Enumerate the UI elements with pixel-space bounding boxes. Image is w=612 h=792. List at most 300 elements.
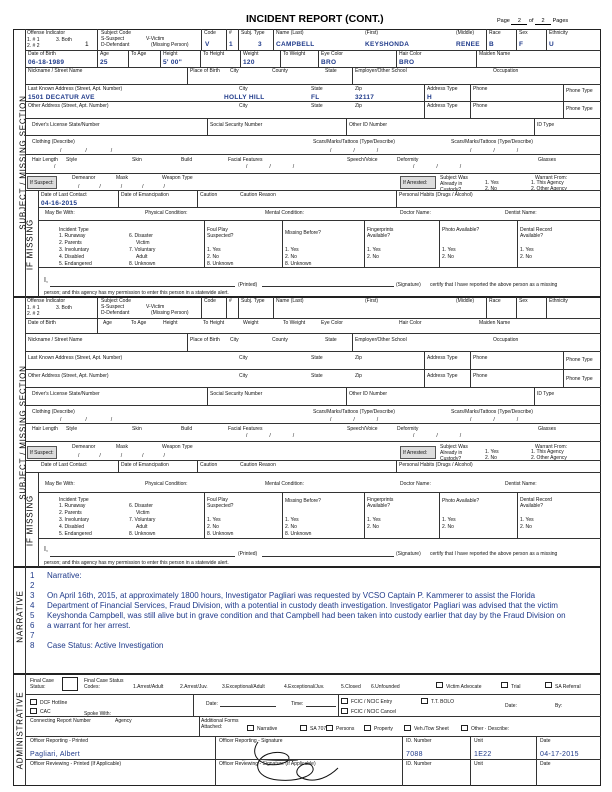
nickname-label-2: Nickname / Street Name	[28, 337, 83, 343]
hair-slashes: /	[54, 164, 68, 170]
date-emancipation-label-2: Date of Emancipation	[121, 462, 169, 468]
photo-yes-label: 1. Yes	[442, 247, 456, 253]
subject-section-label-2: SUBJECT / MISSING SECTION	[18, 365, 28, 500]
if-missing-label-2: IF MISSING	[25, 494, 35, 547]
officer-reviewing-sig-label: Officer Reviewing - Signature (If Applicable)	[219, 761, 316, 767]
may-be-with-label-2: May Be With:	[45, 481, 75, 487]
id-number-label-2: ID. Number	[406, 761, 432, 767]
fp-unk-label: 8. Unknown	[207, 261, 234, 267]
facial-features-label-2: Facial Features	[228, 426, 263, 432]
sa-referral-label: SA Referral	[555, 684, 581, 690]
s-suspect-label: S-Suspect	[101, 36, 125, 42]
fpr-yes-label-2: 1. Yes	[367, 517, 381, 523]
subject-section-label-1: SUBJECT / MISSING SECTION	[18, 95, 28, 230]
oi-1-label: 1. # 1	[27, 37, 40, 43]
caution-label: Caution	[200, 192, 218, 198]
ssn-label: Social Security Number	[210, 122, 263, 128]
pages-label: Pages	[552, 18, 569, 24]
v-victim-label-2: V-Victim	[146, 304, 165, 310]
persons-label: Persons	[336, 726, 355, 732]
certify-printed-label: (Printed)	[238, 282, 258, 288]
other-address-label: Other Address (Street, Apt. Number)	[28, 103, 109, 109]
page-total: 2	[535, 18, 551, 25]
bolo-by-label: By:	[555, 703, 563, 709]
place-of-birth-label-2: Place of Birth	[190, 337, 220, 343]
other-state-label: State	[311, 103, 323, 109]
subj-type-value: 3	[258, 41, 262, 48]
incident-type-label-2: Incident Type	[59, 497, 89, 503]
oi-both-label-2: 3. Both	[56, 305, 72, 311]
pob-city-label: City	[230, 68, 239, 74]
maiden-name-label: Maiden Name	[479, 51, 511, 57]
custody-no-label: 2. No	[485, 186, 497, 192]
speech-voice-label-2: Speech/Voice	[347, 426, 378, 432]
oi-both-label: 3. Both	[56, 37, 72, 43]
skin-label: Skin	[132, 157, 142, 163]
sa-referral-checkbox[interactable]	[545, 682, 552, 688]
other-phone-type-label: Phone Type	[566, 106, 593, 112]
cac-label: CAC	[40, 709, 51, 715]
eye-color-label: Eye Color	[321, 51, 343, 57]
employer-label: Employer/Other School	[355, 68, 407, 74]
build-label-2: Build	[181, 426, 193, 432]
trial-checkbox[interactable]	[501, 682, 508, 688]
doctor-name-label-2: Doctor Name:	[400, 481, 431, 487]
mental-condition-label-2: Mental Condition:	[265, 481, 304, 487]
style-label-2: Style	[66, 426, 78, 432]
fingerprints-label-2: Fingerprints Available?	[367, 497, 394, 509]
pob-city-label-2: City	[230, 337, 239, 343]
if-missing-label-1: IF MISSING	[25, 218, 35, 271]
it-7-label-2: 7. Voluntary	[129, 517, 156, 523]
spoke-with-label: Spoke With:	[84, 711, 111, 717]
it-3-label-2: 3. Involuntary	[59, 517, 90, 523]
it-5-label-2: 5. Endangered	[59, 531, 92, 537]
last-contact-value: 04-16-2015	[41, 200, 78, 207]
other-phone-label: Phone	[473, 103, 488, 109]
zip-value: 32117	[355, 94, 375, 101]
weight-value: 120	[243, 59, 255, 66]
report-title: INCIDENT REPORT (CONT.)	[246, 13, 384, 25]
other-city-label-2: City	[239, 373, 248, 379]
code-label: Code	[204, 30, 216, 36]
mb-yes-label-2: 1. Yes	[285, 517, 299, 523]
to-age-label: To Age	[131, 51, 147, 57]
glasses-label-2: Glasses	[538, 426, 557, 432]
place-of-birth-label: Place of Birth	[190, 68, 220, 74]
scars-label-2: Scars/Marks/Tattoos (Type/Describe)	[451, 139, 533, 145]
dcf-hotline-label: DCF Hotline	[40, 700, 68, 706]
missing-before-label-2: Missing Before?	[285, 498, 321, 504]
s-suspect-label-2: S-Suspect	[101, 304, 125, 310]
warrant-from-label-2: Warrant From:	[535, 444, 568, 450]
mental-condition-label: Mental Condition:	[265, 210, 304, 216]
veh-tow-checkbox[interactable]	[404, 725, 411, 731]
victim-advocate-label: Victim Advocate	[446, 684, 482, 690]
certify-text-label: certify that I have reported the above person as a missing	[430, 282, 558, 288]
caution-label-2: Caution	[200, 462, 218, 468]
this-agency-label: 1. This Agency	[531, 180, 564, 186]
sex-label-2: Sex	[519, 298, 528, 304]
final-case-codes-label: Final Case Status Codes:	[84, 678, 124, 690]
address-city-label-2: City	[239, 355, 248, 361]
unit-label-2: Unit	[474, 761, 483, 767]
narrative-line-3: On April 16th, 2015, at approximately 1800 hours, Investigator Pagliari was requested by VCSO Captain P. Kammerer to assist the Florida	[47, 591, 536, 600]
narrative-line-num-2: 2	[30, 581, 35, 590]
admin-date-col-label: Date	[540, 738, 551, 744]
fcic-cancel-label: FCIC / NCIC Cancel	[351, 709, 397, 715]
to-weight-label: To Weight	[283, 51, 306, 57]
middle-name-label: (Middle)	[456, 30, 475, 36]
incident-type-label: Incident Type	[59, 227, 89, 233]
deformity-label: Deformity	[397, 157, 419, 163]
nickname-label: Nickname / Street Name	[28, 68, 83, 74]
caution-reason-label: Caution Reason	[240, 192, 276, 198]
ethnicity-value: U	[549, 41, 554, 48]
deformity-slashes-2: ///	[413, 433, 484, 439]
fcic-entry-label: FCIC / NCIC Entry	[351, 699, 393, 705]
code-value: V	[205, 41, 210, 48]
physical-condition-label: Physical Condition:	[145, 210, 188, 216]
fc6-label: 6.Unfounded	[371, 684, 400, 690]
persons-checkbox[interactable]	[326, 725, 333, 731]
additional-forms-label: Additional Forms Attached:	[201, 718, 239, 730]
code-label-2: Code	[204, 298, 216, 304]
deformity-slashes: ///	[413, 164, 484, 170]
narrative-line-8: Case Status: Active Investigation	[47, 641, 164, 650]
skin-label-2: Skin	[132, 426, 142, 432]
fp-no-label: 2. No	[207, 254, 219, 260]
doctor-name-label: Doctor Name:	[400, 210, 431, 216]
id-number-label: ID. Number	[406, 738, 432, 744]
it-6b-label: Victim	[136, 240, 150, 246]
age-value: 25	[100, 59, 108, 66]
fc5-label: 5.Closed	[341, 684, 361, 690]
it-6-label-2: 6. Disaster	[129, 503, 153, 509]
fc1-label: 1.Arrest/Adult	[133, 684, 164, 690]
scars-label-2b: Scars/Marks/Tattoos (Type/Describe)	[313, 409, 395, 415]
final-case-status-box[interactable]	[62, 677, 78, 691]
narrative-line-num-7: 7	[30, 631, 35, 640]
clothing-label: Clothing (Describe)	[32, 139, 75, 145]
date-last-contact-label: Date of Last Contact	[41, 192, 87, 198]
narrative-line-4: Department of Financial Services, Fraud Division, with a potential in custody death investigation. Investigator Pagliari was advised that the victim	[47, 601, 558, 610]
mb-no-label: 2. No	[285, 254, 297, 260]
height-value: 5' 00"	[163, 59, 183, 66]
fp-yes-label-2: 1. Yes	[207, 517, 221, 523]
page-label: Page	[497, 18, 510, 24]
other-zip-label-2: Zip	[355, 373, 362, 379]
height-label: Height	[163, 51, 178, 57]
other-form-checkbox[interactable]	[461, 725, 468, 731]
dcf-hotline-checkbox[interactable]	[30, 699, 37, 705]
clothing-label-2: Clothing (Describe)	[32, 409, 75, 415]
narrative-line-5: Keyshonda Campbell, was still alive but in grave condition and that Campbell had been taken into custody earlier that day by the Fraud Division on	[47, 611, 566, 620]
fp-yes-label: 1. Yes	[207, 247, 221, 253]
it-8-label-2: 8. Unknown	[129, 531, 156, 537]
sa707-checkbox[interactable]	[300, 725, 307, 731]
officer-reporting-label: Officer Reporting - Printed	[30, 738, 88, 744]
date-last-contact-label-2: Date of Last Contact	[41, 462, 87, 468]
address-city-label: City	[239, 86, 248, 92]
photo-no-label: 2. No	[442, 254, 454, 260]
city-value: HOLLY HILL	[224, 94, 265, 101]
trial-label: Trial	[511, 684, 521, 690]
name-last-label-2: Name (Last)	[276, 298, 304, 304]
certify-signature-label: (Signature)	[396, 282, 421, 288]
other-id-label: Other ID Number	[349, 122, 388, 128]
fc4-label: 4.Exceptional/Juv.	[284, 684, 325, 690]
maiden-name-label-2: Maiden Name	[479, 320, 511, 326]
oi-2-label-2: 2. # 2	[27, 311, 40, 317]
property-checkbox[interactable]	[364, 725, 371, 731]
offense-indicator-value: 1	[85, 41, 89, 48]
physical-condition-label-2: Physical Condition:	[145, 481, 188, 487]
veh-tow-label: Veh./Tow Sheet	[414, 726, 449, 732]
d-defendant-label-2: D-Defendant	[101, 310, 130, 316]
d-defendant-label: D-Defendant	[101, 42, 130, 48]
pob-county-label: County	[272, 68, 288, 74]
narrative-line-6: a warrant for her arrest.	[47, 621, 131, 630]
other-describe-label: Other · Describe:	[471, 726, 510, 732]
fp-no-label-2: 2. No	[207, 524, 219, 530]
dental-label-2: Dental Record Available?	[520, 497, 552, 509]
narrative-label: NARRATIVE	[15, 590, 25, 643]
hair-length-label-2: Hair Length	[32, 426, 58, 432]
narrative-line-num-1: 1	[30, 571, 35, 580]
sa707-label: SA 707	[310, 726, 327, 732]
of-label: of	[528, 18, 534, 24]
other-id-label-2: Other ID Number	[349, 391, 388, 397]
v-victim-label: V-Victim	[146, 36, 165, 42]
other-address-type-label: Address Type	[427, 103, 458, 109]
offense-indicator-label: Offense Indicator	[27, 30, 65, 36]
unit-label: Unit	[474, 738, 483, 744]
hair-color-label-2: Hair Color	[399, 320, 422, 326]
personal-habits-label-2: Personal Habits (Drugs / Alcohol)	[399, 462, 473, 468]
if-arrested-label-2: If Arrested:	[403, 450, 428, 456]
address-type-label: Address Type	[427, 86, 458, 92]
this-agency-label-2: 1. This Agency	[531, 449, 564, 455]
employer-label-2: Employer/Other School	[355, 337, 407, 343]
fp-unk-label-2: 8. Unknown	[207, 531, 234, 537]
race-label-2: Race	[489, 298, 501, 304]
demeanor-slashes-2: /////	[78, 453, 185, 459]
address-type-label-2: Address Type	[427, 355, 458, 361]
subject-code-label: Subject Code	[101, 30, 132, 36]
fingerprints-label: Fingerprints Available?	[367, 227, 394, 239]
pob-state-label: State	[325, 68, 337, 74]
scars-slashes: ///	[330, 148, 401, 154]
name-last-label: Name (Last)	[276, 30, 304, 36]
if-suspect-label: If Suspect:	[30, 180, 54, 186]
narrative-line-num-3: 3	[30, 591, 35, 600]
mb-yes-label: 1. Yes	[285, 247, 299, 253]
date-emancipation-label: Date of Emancipation	[121, 192, 169, 198]
age-label-2: Age	[103, 320, 112, 326]
dl-number-label: Driver's License State/Number	[32, 122, 100, 128]
tt-bolo-checkbox[interactable]	[421, 698, 428, 704]
custody-yes-label-2: 1. Yes	[485, 449, 499, 455]
it-1-label: 1. Runaway	[59, 233, 86, 239]
admin-date-label: Date:	[206, 701, 218, 707]
photo-yes-label-2: 1. Yes	[442, 517, 456, 523]
certify-text2-label: person; and this agency has my permission to enter this person in a statewide alert.	[44, 290, 229, 296]
age-label: Age	[100, 51, 109, 57]
it-1-label-2: 1. Runaway	[59, 503, 86, 509]
may-be-with-label: May Be With:	[45, 210, 75, 216]
oi-2-label: 2. # 2	[27, 43, 40, 49]
last-known-address-label-2: Last Known Address (Street, Apt. Number)	[28, 355, 123, 361]
oi-1-label-2: 1. # 1	[27, 305, 40, 311]
missing-person-label-2: (Missing Person)	[151, 310, 189, 316]
other-agency-label-2: 2. Other Agency	[531, 455, 567, 461]
scars-slashes-2b: ///	[330, 417, 401, 423]
num-label: #	[229, 30, 232, 36]
certify-signature-label-2: (Signature)	[396, 551, 421, 557]
demeanor-slashes: /////	[78, 184, 185, 190]
race-value: B	[489, 41, 494, 48]
dental-no-label-2: 2. No	[520, 524, 532, 530]
mb-unk-label-2: 8. Unknown	[285, 531, 312, 537]
to-height-label: To Height	[203, 51, 225, 57]
other-state-label-2: State	[311, 373, 323, 379]
subj-type-label-2: Subj. Type	[241, 298, 265, 304]
scars-slashes-2: ///	[470, 148, 541, 154]
fc3-label: 3.Exceptional/Adult	[222, 684, 265, 690]
race-label: Race	[489, 30, 501, 36]
if-arrested-label: If Arrested:	[403, 180, 428, 186]
to-weight-label-2: To Weight	[283, 320, 306, 326]
narrative-form-checkbox[interactable]	[247, 725, 254, 731]
phone-type-label-2: Phone Type	[566, 357, 593, 363]
mb-no-label-2: 2. No	[285, 524, 297, 530]
sex-value: F	[519, 41, 524, 48]
dob-value: 06-18-1989	[28, 59, 65, 66]
phone-label: Phone	[473, 86, 488, 92]
cac-checkbox[interactable]	[30, 708, 37, 714]
ssn-label-2: Social Security Number	[210, 391, 263, 397]
zip-label-2: Zip	[355, 355, 362, 361]
ethnicity-label: Ethnicity	[549, 30, 568, 36]
scars-slashes-2c: ///	[470, 417, 541, 423]
officer-reviewing-label: Officer Reviewing - Printed (If Applicable)	[30, 761, 122, 767]
bolo-date-label: Date:	[505, 703, 517, 709]
hair-color-value: BRO	[399, 59, 415, 66]
it-4-label: 4. Disabled	[59, 254, 85, 260]
dl-number-label-2: Driver's License State/Number	[32, 391, 100, 397]
fpr-no-label: 2. No	[367, 254, 379, 260]
personal-habits-label: Personal Habits (Drugs / Alcohol)	[399, 192, 473, 198]
it-7b-label: Adult	[136, 254, 148, 260]
admin-date-value: 04-17-2015	[540, 751, 579, 758]
dob-label: Date of Birth	[28, 51, 56, 57]
it-2-label: 2. Parents	[59, 240, 82, 246]
narrative-line-num-5: 5	[30, 611, 35, 620]
id-type-label-2: ID Type	[537, 391, 555, 397]
phone-label-2: Phone	[473, 355, 488, 361]
first-name-value: KEYSHONDA	[365, 41, 410, 48]
weight-label-2: Weight	[243, 320, 259, 326]
middle-name-value: RENEE	[456, 41, 480, 48]
property-label: Property	[374, 726, 393, 732]
custody-yes-label: 1. Yes	[485, 180, 499, 186]
victim-advocate-checkbox[interactable]	[436, 682, 443, 688]
it-6b-label-2: Victim	[136, 510, 150, 516]
certify-printed-label-2: (Printed)	[238, 551, 258, 557]
tt-bolo-label: T.T. BOLO	[431, 699, 455, 705]
address-state-label: State	[311, 86, 323, 92]
first-name-label-2: (First)	[365, 298, 379, 304]
num-value: 1	[229, 41, 233, 48]
it-7b-label-2: Adult	[136, 524, 148, 530]
dental-yes-label: 1. Yes	[520, 247, 534, 253]
fcic-entry-checkbox[interactable]	[341, 698, 348, 704]
sex-label: Sex	[519, 30, 528, 36]
officer-printed-value: Pagliari, Albert	[30, 751, 80, 758]
narrative-line-1: Narrative:	[47, 571, 82, 580]
photo-available-label-2: Photo Available?	[442, 498, 480, 504]
other-phone-type-label-2: Phone Type	[566, 376, 593, 382]
weight-label: Weight	[243, 51, 259, 57]
custody-no-label-2: 2. No	[485, 455, 497, 461]
fpr-no-label-2: 2. No	[367, 524, 379, 530]
to-age-label-2: To Age	[131, 320, 147, 326]
eye-color-label-2: Eye Color	[321, 320, 343, 326]
glasses-label: Glasses	[538, 157, 557, 163]
connecting-report-label: Connecting Report Number	[30, 718, 91, 724]
demeanor-label-2: Demeanor	[72, 444, 96, 450]
scars-label-2c: Scars/Marks/Tattoos (Type/Describe)	[451, 409, 533, 415]
pob-county-label-2: County	[272, 337, 288, 343]
clothing-slashes-2: ///	[60, 417, 137, 423]
ethnicity-label-2: Ethnicity	[549, 298, 568, 304]
photo-available-label: Photo Available?	[442, 227, 480, 233]
other-address-type-label-2: Address Type	[427, 373, 458, 379]
dental-no-label: 2. No	[520, 254, 532, 260]
occupation-label-2: Occupation	[493, 337, 519, 343]
caution-reason-label-2: Caution Reason	[240, 462, 276, 468]
speech-voice-label: Speech/Voice	[347, 157, 378, 163]
photo-no-label-2: 2. No	[442, 524, 454, 530]
dob-label-2: Date of Birth	[28, 320, 56, 326]
middle-name-label-2: (Middle)	[456, 298, 475, 304]
build-label: Build	[181, 157, 193, 163]
mb-unk-label: 8. Unknown	[285, 261, 312, 267]
dental-label: Dental Record Available?	[520, 227, 552, 239]
first-name-label: (First)	[365, 30, 379, 36]
it-4-label-2: 4. Disabled	[59, 524, 85, 530]
occupation-label: Occupation	[493, 68, 519, 74]
zip-label: Zip	[355, 86, 362, 92]
offense-indicator-label-2: Offense Indicator	[27, 298, 65, 304]
style-label: Style	[66, 157, 78, 163]
unit-value: 1E22	[474, 751, 492, 758]
officer-signature-label: Officer Reporting - Signature	[219, 738, 283, 744]
hair-length-label: Hair Length	[32, 157, 58, 163]
mask-label-2: Mask	[116, 444, 128, 450]
final-case-status-label: Final Case Status:	[30, 678, 54, 690]
address-value: 1501 DECATUR AVE	[28, 94, 95, 101]
weapon-type-label: Weapon Type	[162, 175, 193, 181]
facial-features-label: Facial Features	[228, 157, 263, 163]
fcic-cancel-checkbox[interactable]	[341, 708, 348, 714]
missing-before-label: Missing Before?	[285, 230, 321, 236]
last-name-value: CAMPBELL	[276, 41, 315, 48]
narrative-form-label: Narrative	[257, 726, 278, 732]
admin-time-label: Time:	[291, 701, 304, 707]
page-indicator	[497, 18, 568, 25]
